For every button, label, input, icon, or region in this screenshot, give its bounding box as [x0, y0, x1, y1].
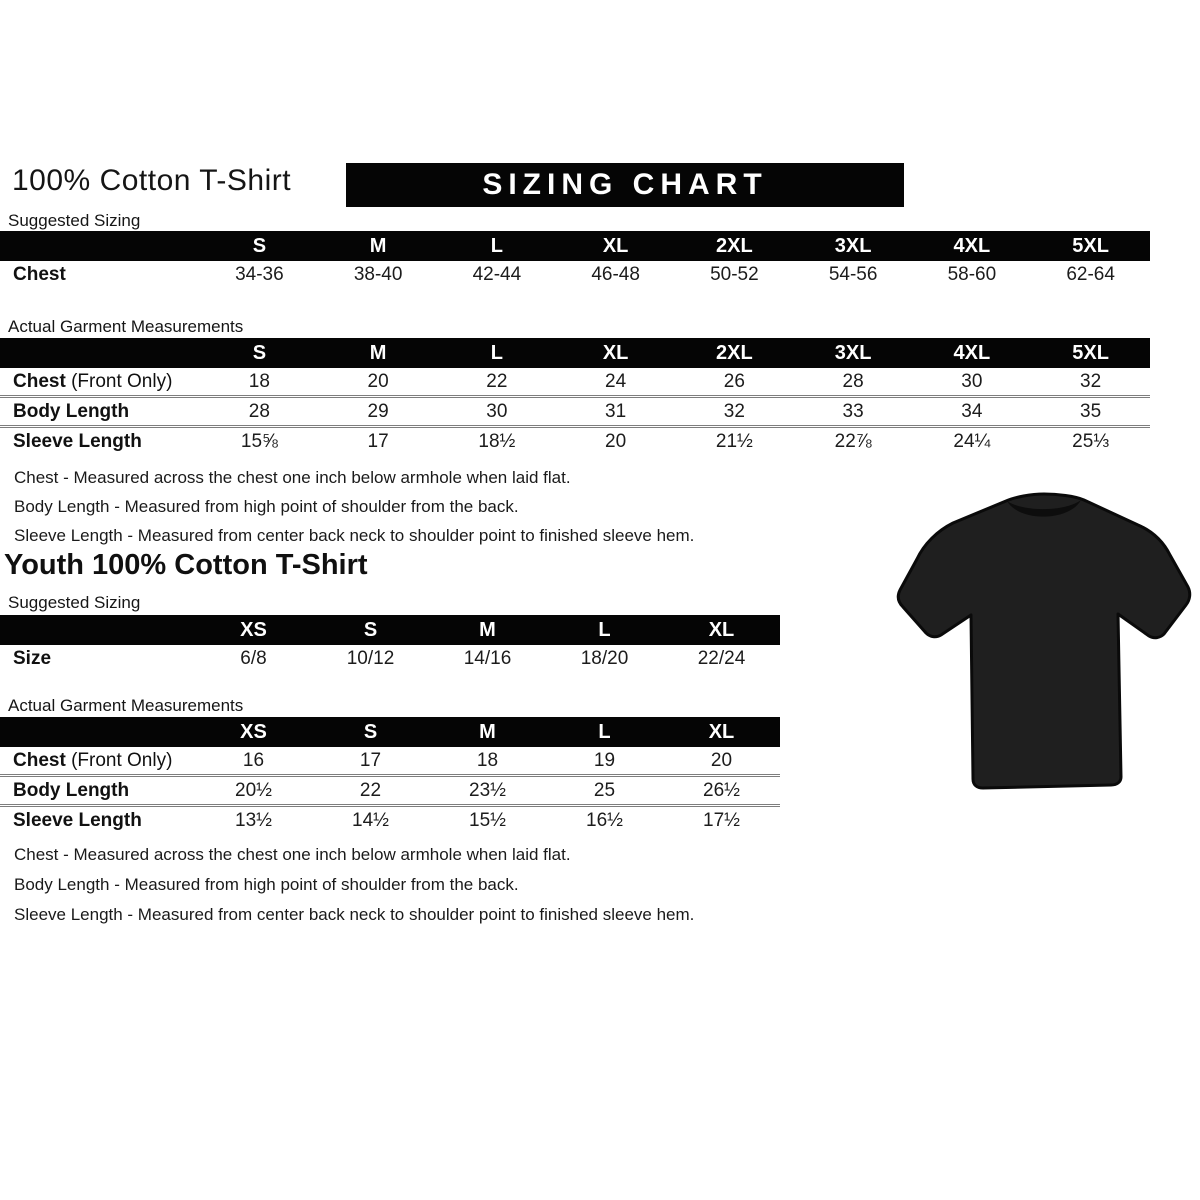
table-cell: 58-60 — [947, 263, 997, 285]
table-cell: 17 — [367, 430, 389, 452]
table-cell: 17½ — [703, 809, 740, 831]
adult-suggested-table — [0, 231, 1150, 288]
table-cell: 34-36 — [235, 263, 284, 285]
column-header: L — [598, 720, 611, 743]
sizing-chart-banner: SIZING CHART — [346, 163, 904, 207]
table-cell: 54-56 — [828, 263, 878, 285]
row-label-text: Size — [13, 647, 52, 669]
row-label-suffix: (Front Only) — [65, 370, 173, 392]
table-cell: 30 — [486, 400, 508, 422]
row-label — [0, 401, 200, 423]
table-header-row — [0, 338, 1150, 368]
tshirt-silhouette — [898, 494, 1189, 788]
table-cell: 18 — [476, 749, 499, 771]
table-row — [0, 425, 1150, 455]
table-cell: 14½ — [352, 809, 389, 831]
tshirt-image — [893, 486, 1195, 806]
row-label-suffix: (Front Only) — [65, 749, 173, 771]
youth-actual-heading: Actual Garment Measurements — [8, 696, 244, 715]
column-header: XL — [708, 618, 735, 641]
row-label-text: Body Length — [13, 400, 130, 422]
table-cell: 50-52 — [710, 263, 759, 285]
table-cell: 10/12 — [346, 647, 395, 669]
table-cell: 35 — [1080, 400, 1102, 422]
column-header: 4XL — [953, 234, 991, 257]
table-cell: 22 — [486, 370, 508, 392]
table-cell: 24 — [605, 370, 627, 392]
table-cell: 13½ — [235, 809, 272, 831]
table-row — [0, 261, 1150, 288]
note-body-length: Body Length - Measured from high point of shoulder from the back. — [14, 497, 519, 516]
table-cell: 62-64 — [1066, 263, 1115, 285]
column-header: XS — [240, 720, 267, 743]
note-chest: Chest - Measured across the chest one inch below armhole when laid flat. — [14, 845, 571, 864]
table-cell: 15½ — [469, 809, 506, 831]
row-label — [0, 431, 200, 453]
column-header: 4XL — [953, 341, 991, 364]
table-cell: 30 — [961, 370, 983, 392]
column-header: 5XL — [1072, 234, 1109, 257]
table-cell: 33 — [842, 400, 864, 422]
column-header: XS — [240, 618, 267, 641]
table-cell: 14/16 — [463, 647, 512, 669]
row-label-text: Sleeve Length — [13, 809, 142, 831]
youth-suggested-table — [0, 615, 780, 672]
row-label — [0, 750, 195, 772]
table-row — [0, 645, 780, 672]
row-label — [0, 810, 195, 832]
table-row — [0, 774, 780, 804]
column-header: M — [369, 341, 387, 364]
column-header: M — [369, 234, 387, 257]
table-cell: 21½ — [715, 430, 753, 452]
table-row — [0, 395, 1150, 425]
table-cell: 18/20 — [580, 647, 629, 669]
table-header-row — [0, 231, 1150, 261]
note-sleeve-length: Sleeve Length - Measured from center back neck to shoulder point to finished sleeve hem. — [14, 526, 695, 545]
row-label-text: Chest — [13, 370, 66, 392]
youth-title: Youth 100% Cotton T-Shirt — [4, 549, 368, 581]
table-cell: 28 — [248, 400, 270, 422]
column-header: 2XL — [716, 341, 753, 364]
column-header: 2XL — [716, 234, 753, 257]
adult-measurement-notes — [14, 463, 694, 550]
table-header-row — [0, 615, 780, 645]
column-header: L — [490, 341, 503, 364]
table-cell: 23½ — [469, 779, 506, 801]
table-cell: 46-48 — [591, 263, 640, 285]
row-label-text: Sleeve Length — [13, 430, 142, 452]
table-cell: 22/24 — [697, 647, 746, 669]
tshirt-graphic — [893, 486, 1195, 806]
table-cell: 26 — [723, 370, 745, 392]
adult-actual-table — [0, 338, 1150, 455]
youth-suggested-heading: Suggested Sizing — [8, 593, 141, 612]
row-label-text: Chest — [13, 749, 66, 771]
table-cell: 25⅓ — [1072, 430, 1110, 452]
adult-suggested-heading: Suggested Sizing — [8, 211, 141, 230]
table-cell: 6/8 — [240, 647, 267, 669]
row-label — [0, 780, 195, 802]
table-cell: 20½ — [235, 779, 272, 801]
youth-measurement-notes — [14, 840, 694, 930]
column-header: L — [490, 234, 503, 257]
table-cell: 17 — [359, 749, 382, 771]
table-cell: 42-44 — [472, 263, 522, 285]
table-cell: 32 — [723, 400, 745, 422]
table-cell: 18½ — [478, 430, 516, 452]
column-header: M — [479, 720, 496, 743]
table-cell: 25 — [593, 779, 616, 801]
page-title: 100% Cotton T-Shirt — [12, 164, 292, 197]
table-cell: 31 — [605, 400, 627, 422]
table-header-row — [0, 717, 780, 747]
table-cell: 24¼ — [953, 430, 991, 452]
column-header: S — [252, 341, 267, 364]
table-cell: 28 — [842, 370, 864, 392]
youth-actual-table — [0, 717, 780, 834]
table-cell: 22 — [359, 779, 382, 801]
adult-actual-heading: Actual Garment Measurements — [8, 317, 244, 336]
table-cell: 34 — [961, 400, 983, 422]
column-header: L — [598, 618, 611, 641]
row-label — [0, 264, 200, 286]
row-label-text: Chest — [13, 263, 66, 285]
table-cell: 19 — [593, 749, 616, 771]
table-row — [0, 368, 1150, 395]
table-cell: 15⅝ — [240, 430, 278, 452]
note-sleeve-length: Sleeve Length - Measured from center back neck to shoulder point to finished sleeve hem. — [14, 905, 695, 924]
column-header: XL — [602, 341, 629, 364]
table-cell: 18 — [248, 370, 270, 392]
column-header: S — [363, 618, 378, 641]
table-cell: 16½ — [586, 809, 623, 831]
table-cell: 20 — [367, 370, 389, 392]
column-header: S — [363, 720, 378, 743]
row-label — [0, 648, 195, 670]
column-header: S — [252, 234, 267, 257]
table-cell: 20 — [710, 749, 733, 771]
table-cell: 29 — [367, 400, 389, 422]
table-cell: 38-40 — [353, 263, 403, 285]
table-cell: 20 — [605, 430, 627, 452]
row-label-text: Body Length — [13, 779, 130, 801]
table-row — [0, 804, 780, 834]
column-header: XL — [708, 720, 735, 743]
table-cell: 16 — [242, 749, 265, 771]
column-header: M — [479, 618, 496, 641]
column-header: 3XL — [834, 341, 872, 364]
note-body-length: Body Length - Measured from high point of shoulder from the back. — [14, 875, 519, 894]
table-cell: 26½ — [703, 779, 740, 801]
column-header: 5XL — [1072, 341, 1109, 364]
table-cell: 32 — [1080, 370, 1102, 392]
column-header: 3XL — [834, 234, 872, 257]
row-label — [0, 371, 200, 393]
note-chest: Chest - Measured across the chest one inch below armhole when laid flat. — [14, 468, 571, 487]
table-row — [0, 747, 780, 774]
column-header: XL — [602, 234, 629, 257]
table-cell: 22⅞ — [834, 430, 872, 452]
